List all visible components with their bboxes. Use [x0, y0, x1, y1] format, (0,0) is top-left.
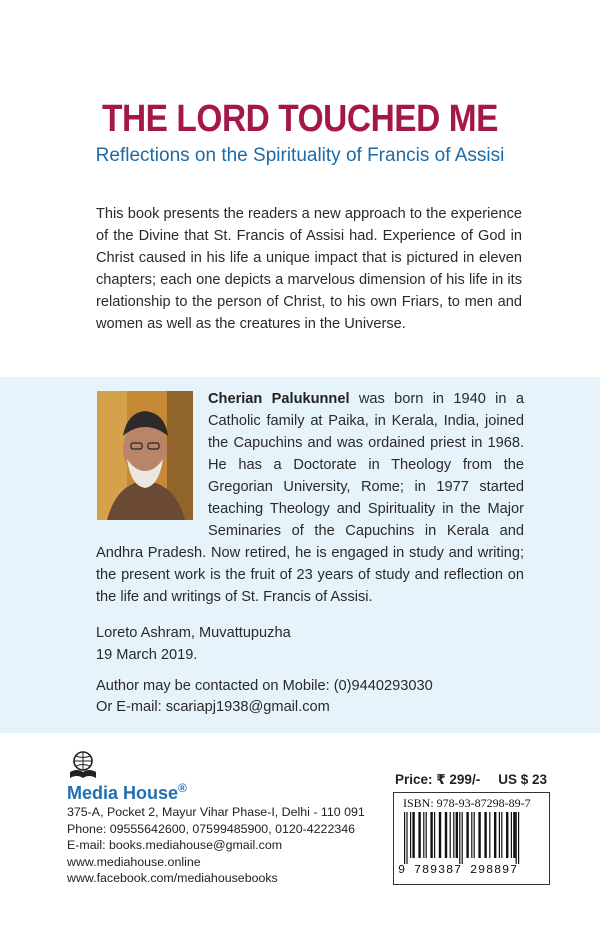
- barcode-bar: [484, 812, 486, 858]
- isbn-number: ISBN: 978-93-87298-89-7: [403, 796, 531, 810]
- author-contact-email: Or E-mail: scariapj1938@gmail.com: [96, 699, 330, 715]
- barcode-bar: [478, 812, 480, 858]
- barcode-image: [402, 812, 540, 864]
- barcode-bar: [430, 812, 432, 858]
- barcode-bar: [412, 812, 414, 858]
- barcode-guard-bar: [459, 812, 460, 864]
- publisher-facebook: www.facebook.com/mediahousebooks: [67, 871, 278, 885]
- bio-date: 19 March 2019.: [96, 647, 198, 663]
- publisher-phone: Phone: 09555642600, 07599485900, 0120-4222346: [67, 821, 356, 836]
- publisher-details: [67, 804, 365, 887]
- barcode-bar: [456, 812, 458, 858]
- barcode-guard-bar: [462, 812, 463, 864]
- author-bio: [96, 388, 524, 608]
- barcode-bar: [450, 812, 451, 858]
- barcode-guard-bar: [518, 812, 519, 864]
- author-name: Cherian Palukunnel: [208, 391, 350, 407]
- barcode-guard-bar: [404, 812, 405, 864]
- barcode-bar: [489, 812, 490, 858]
- barcode-bar: [466, 812, 468, 858]
- barcode-bar: [418, 812, 420, 858]
- author-contact-mobile: Author may be contacted on Mobile: (0)9440293030: [96, 678, 433, 694]
- author-bio-text: was born in 1940 in a Catholic family at Paika, in Kerala, India, joined the Capuchins and was ordained priest in 1968. He has a Doctorate in Theology from the Gregorian University, Rome; in 1977 started teaching Theology and Spirituality in the Major Seminaries of the Capuchins in Kerala and Andhra Pradesh. Now retired, he is engaged in study and writing; the present work is the fruit of 23 years of study and reflection on the life and writings of St. Francis of Assisi.: [96, 391, 524, 605]
- barcode-bar: [434, 812, 435, 858]
- barcode-bar: [426, 812, 427, 858]
- book-title: THE LORD TOUCHED ME: [101, 98, 499, 140]
- barcode-bar: [445, 812, 447, 858]
- barcode-bar: [423, 812, 424, 858]
- barcode-digits: 9 789387 298897: [398, 863, 519, 877]
- publisher-name: Media House®: [67, 781, 187, 803]
- barcode-guard-bar: [406, 812, 407, 864]
- barcode-bar: [511, 812, 512, 858]
- barcode-bar: [410, 812, 411, 858]
- globe-book-logo-icon: [67, 748, 99, 782]
- price-row: [395, 772, 547, 788]
- price-usd: US $ 23: [498, 772, 547, 787]
- publisher-address: 375-A, Pocket 2, Mayur Vihar Phase-I, Delhi - 110 091: [67, 805, 365, 819]
- barcode-bar: [494, 812, 496, 858]
- publisher-website: www.mediahouse.online: [67, 854, 201, 869]
- barcode-guard-bar: [516, 812, 517, 864]
- barcode-bar: [506, 812, 508, 858]
- barcode-bar: [499, 812, 500, 858]
- synopsis-paragraph: This book presents the readers a new approach to the experience of the Divine that St. Francis of Assisi had. Experience of God in Christ caused in his life a unique impact that is pictured in eleven chapters; each one depicts a marvelous dimension of his life in its relationship to the person of Christ, to his own Friars, to men and women as well as the creatures in the Universe.: [96, 206, 522, 332]
- bio-place: Loreto Ashram, Muvattupuzha: [96, 625, 291, 641]
- barcode-bar: [501, 812, 502, 858]
- book-subtitle: Reflections on the Spirituality of Francis of Assisi: [95, 145, 505, 166]
- price-inr: Price: ₹ 299/-: [395, 772, 481, 787]
- barcode-bar: [513, 812, 515, 858]
- barcode-bar: [474, 812, 475, 858]
- barcode-bar: [453, 812, 454, 858]
- publisher-email: E-mail: books.mediahouse@gmail.com: [67, 838, 283, 852]
- barcode-bar: [471, 812, 472, 858]
- barcode-bar: [439, 812, 441, 858]
